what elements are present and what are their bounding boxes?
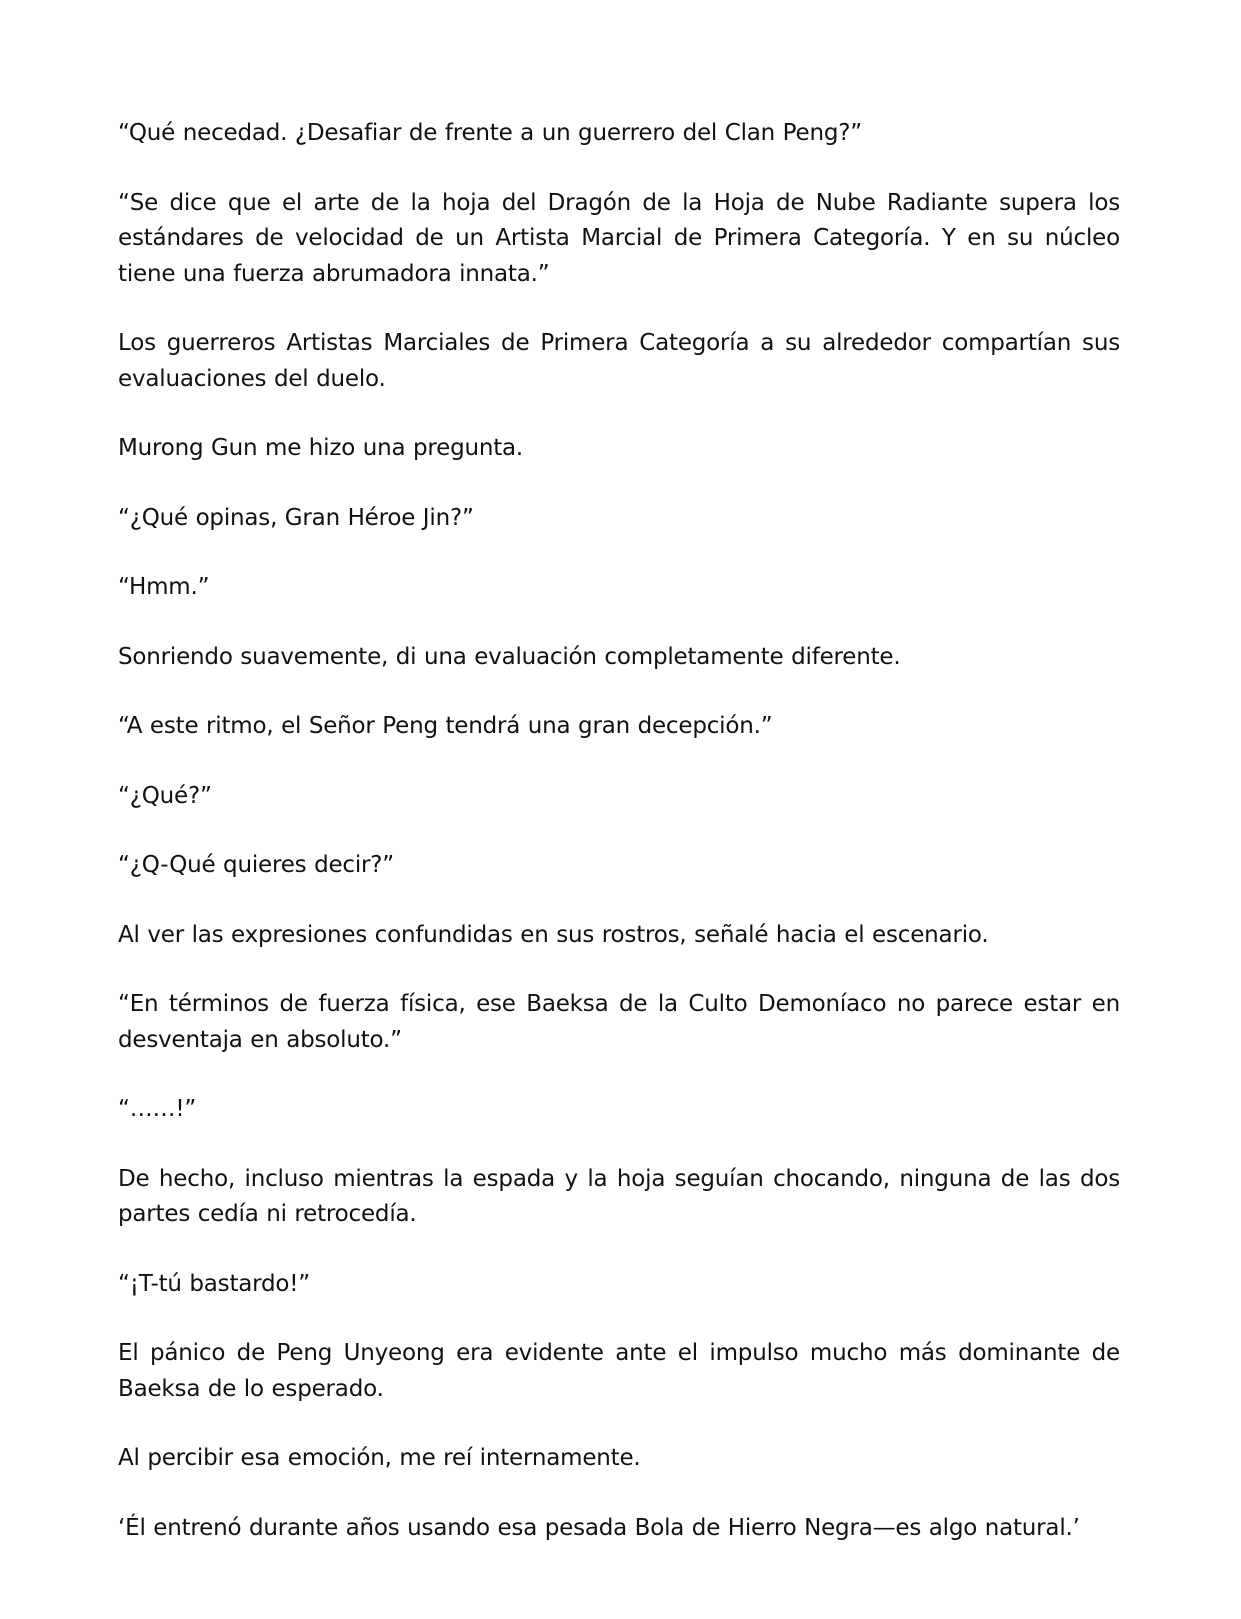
paragraph: Murong Gun me hizo una pregunta.	[118, 435, 524, 461]
paragraph: “A este ritmo, el Señor Peng tendrá una gran decepción.”	[118, 713, 773, 739]
paragraph: Al ver las expresiones confundidas en sus rostros, señalé hacia el escenario.	[118, 921, 989, 948]
document-page	[118, 116, 1120, 1546]
paragraph: “¿Qué opinas, Gran Héroe Jin?”	[118, 504, 474, 531]
paragraph: Al percibir esa emoción, me reí internamente.	[118, 1445, 641, 1471]
paragraph: Los guerreros Artistas Marciales de Primera Categoría a su alrededor compartían sus evaluaciones del duelo.	[118, 330, 1120, 392]
paragraph: “En términos de fuerza física, ese Baeksa de la Culto Demoníaco no parece estar en desventaja en absoluto.”	[118, 991, 1120, 1053]
paragraph: “¡T-tú bastardo!”	[118, 1270, 311, 1297]
paragraph: De hecho, incluso mientras la espada y la hoja seguían chocando, ninguna de las dos partes cedía ni retrocedía.	[118, 1165, 1120, 1227]
paragraph: Sonriendo suavemente, di una evaluación completamente diferente.	[118, 643, 901, 670]
paragraph: “……!”	[118, 1096, 197, 1122]
paragraph: “Hmm.”	[118, 574, 210, 600]
paragraph: El pánico de Peng Unyeong era evidente ante el impulso mucho más dominante de Baeksa de lo esperado.	[118, 1340, 1120, 1402]
paragraph: ‘Él entrenó durante años usando esa pesada Bola de Hierro Negra—es algo natural.’	[118, 1514, 1080, 1541]
paragraph: “¿Q-Qué quieres decir?”	[118, 852, 395, 878]
paragraph: “Se dice que el arte de la hoja del Dragón de la Hoja de Nube Radiante supera los estándares de velocidad de un Artista Marcial de Primera Categoría. Y en su núcleo tiene una fuerza abrumadora innata.”	[118, 189, 1120, 287]
paragraph: “Qué necedad. ¿Desafiar de frente a un guerrero del Clan Peng?”	[118, 120, 862, 146]
paragraph: “¿Qué?”	[118, 782, 212, 809]
